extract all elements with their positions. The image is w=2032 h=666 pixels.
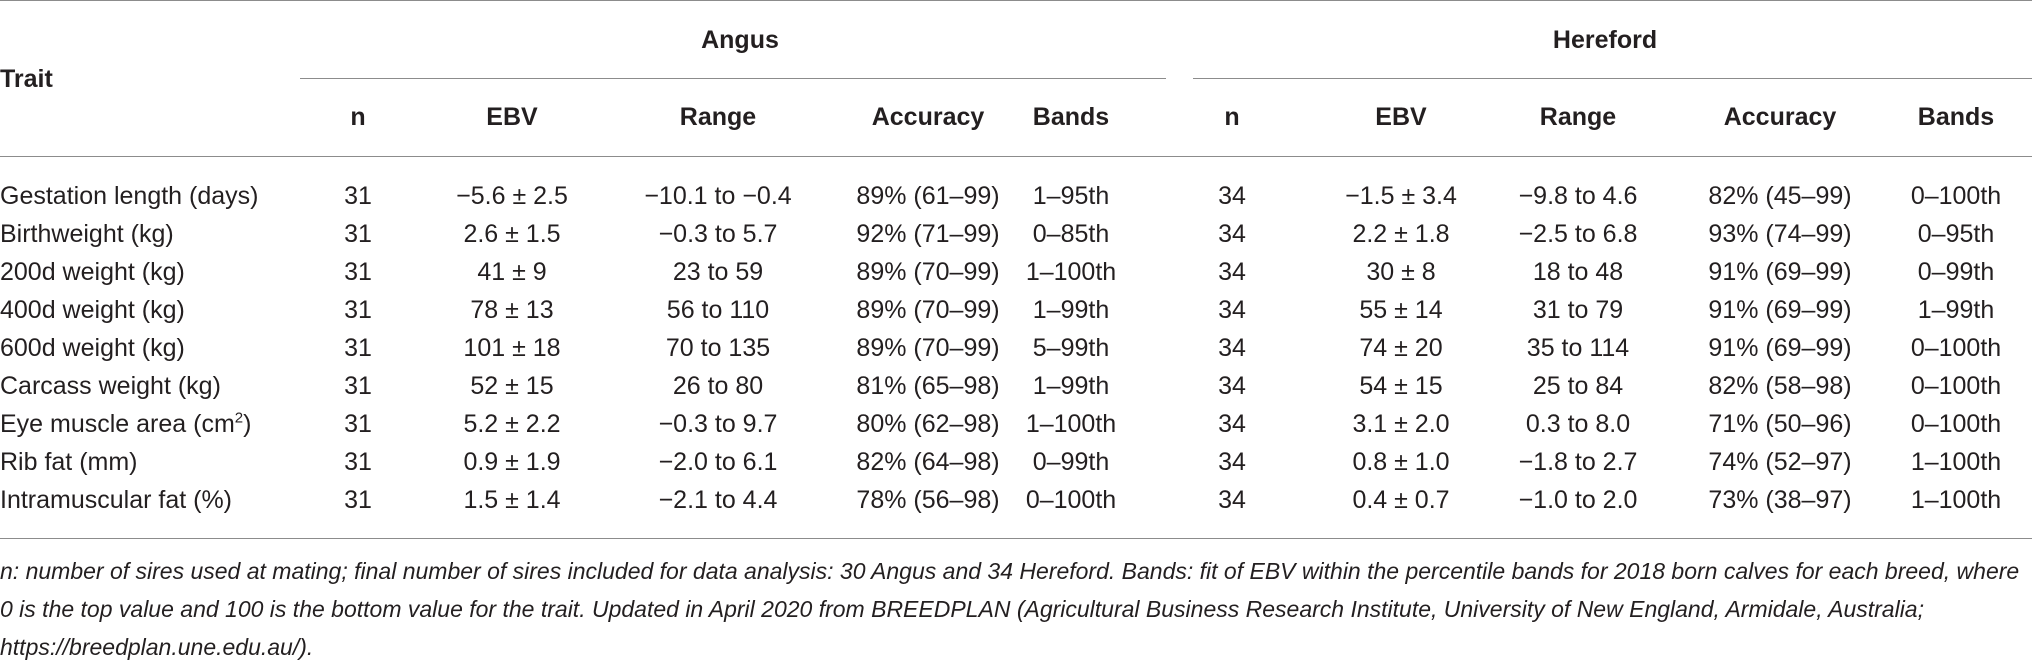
hereford-accuracy-header: Accuracy — [1723, 103, 1837, 131]
hereford-group-header: Hereford — [1552, 26, 1658, 54]
hereford-range-cell: 35 to 114 — [1526, 334, 1630, 362]
hereford-accuracy-cell: 93% (74–99) — [1708, 220, 1852, 248]
hereford-bands-cell: 1–100th — [1910, 448, 2002, 476]
hereford-n-cell: 34 — [1218, 220, 1246, 248]
hereford-n-cell: 34 — [1218, 448, 1246, 476]
angus-accuracy-cell: 89% (61–99) — [856, 182, 1000, 210]
hereford-range-cell: 25 to 84 — [1532, 372, 1624, 400]
angus-n-header: n — [350, 103, 366, 131]
angus-range-cell: −0.3 to 5.7 — [658, 220, 778, 248]
hereford-ebv-cell: 0.8 ± 1.0 — [1352, 448, 1450, 476]
angus-n-cell: 31 — [344, 410, 372, 438]
hereford-ebv-cell: 30 ± 8 — [1366, 258, 1436, 286]
angus-ebv-header: EBV — [486, 103, 538, 131]
hereford-n-cell: 34 — [1218, 372, 1246, 400]
hereford-range-cell: −1.8 to 2.7 — [1518, 448, 1638, 476]
angus-accuracy-cell: 89% (70–99) — [856, 258, 1000, 286]
trait-cell — [0, 181, 258, 211]
hereford-n-cell: 34 — [1218, 296, 1246, 324]
angus-accuracy-cell: 80% (62–98) — [856, 410, 1000, 438]
angus-n-cell: 31 — [344, 220, 372, 248]
hereford-ebv-cell: 54 ± 15 — [1359, 372, 1443, 400]
hereford-range-cell: 31 to 79 — [1532, 296, 1624, 324]
angus-n-cell: 31 — [344, 334, 372, 362]
hereford-bands-header: Bands — [1917, 103, 1995, 131]
angus-bands-cell: 1–99th — [1032, 372, 1110, 400]
angus-range-cell: −2.0 to 6.1 — [658, 448, 778, 476]
angus-bands-cell: 1–100th — [1025, 258, 1117, 286]
hereford-ebv-header: EBV — [1375, 103, 1427, 131]
bottom-rule — [0, 538, 2032, 539]
hereford-ebv-cell: 3.1 ± 2.0 — [1352, 410, 1450, 438]
angus-bands-cell: 5–99th — [1032, 334, 1110, 362]
angus-ebv-cell: 52 ± 15 — [470, 372, 554, 400]
angus-ebv-cell: 78 ± 13 — [470, 296, 554, 324]
hereford-bands-cell: 0–99th — [1917, 258, 1995, 286]
angus-group-rule — [300, 78, 1166, 79]
hereford-accuracy-cell: 74% (52–97) — [1708, 448, 1852, 476]
hereford-ebv-cell: −1.5 ± 3.4 — [1345, 182, 1457, 210]
angus-bands-cell: 0–100th — [1025, 486, 1117, 514]
trait-label: 200d weight (kg) — [0, 258, 185, 286]
trait-label: Gestation length (days) — [0, 182, 259, 210]
trait-cell — [0, 485, 232, 515]
angus-bands-cell: 0–99th — [1032, 448, 1110, 476]
hereford-bands-cell: 1–100th — [1910, 486, 2002, 514]
hereford-bands-cell: 0–95th — [1917, 220, 1995, 248]
trait-label: Rib fat (mm) — [0, 448, 138, 476]
angus-ebv-cell: 1.5 ± 1.4 — [463, 486, 561, 514]
hereford-range-cell: −2.5 to 6.8 — [1518, 220, 1638, 248]
angus-range-cell: 23 to 59 — [672, 258, 764, 286]
trait-cell — [0, 257, 185, 287]
hereford-n-header: n — [1224, 103, 1240, 131]
angus-n-cell: 31 — [344, 258, 372, 286]
hereford-accuracy-cell: 91% (69–99) — [1708, 296, 1852, 324]
angus-n-cell: 31 — [344, 448, 372, 476]
trait-cell — [0, 447, 138, 477]
angus-bands-header: Bands — [1032, 103, 1110, 131]
hereford-accuracy-cell: 91% (69–99) — [1708, 334, 1852, 362]
trait-label: Eye muscle area (cm — [0, 410, 235, 438]
hereford-ebv-cell: 0.4 ± 0.7 — [1352, 486, 1450, 514]
trait-label: Birthweight (kg) — [0, 220, 174, 248]
hereford-range-cell: 0.3 to 8.0 — [1525, 410, 1631, 438]
hereford-bands-cell: 1–99th — [1917, 296, 1995, 324]
angus-ebv-cell: 0.9 ± 1.9 — [463, 448, 561, 476]
hereford-n-cell: 34 — [1218, 258, 1246, 286]
angus-accuracy-cell: 81% (65–98) — [856, 372, 1000, 400]
hereford-range-cell: −9.8 to 4.6 — [1518, 182, 1638, 210]
hereford-ebv-cell: 74 ± 20 — [1359, 334, 1443, 362]
angus-bands-cell: 1–95th — [1032, 182, 1110, 210]
angus-ebv-cell: 5.2 ± 2.2 — [463, 410, 561, 438]
hereford-n-cell: 34 — [1218, 410, 1246, 438]
angus-n-cell: 31 — [344, 486, 372, 514]
hereford-range-header: Range — [1539, 103, 1617, 131]
angus-ebv-cell: −5.6 ± 2.5 — [456, 182, 568, 210]
hereford-ebv-cell: 2.2 ± 1.8 — [1352, 220, 1450, 248]
angus-range-cell: 26 to 80 — [672, 372, 764, 400]
angus-ebv-cell: 101 ± 18 — [463, 334, 561, 362]
angus-group-header: Angus — [701, 26, 779, 54]
angus-range-cell: −2.1 to 4.4 — [658, 486, 778, 514]
hereford-accuracy-cell: 91% (69–99) — [1708, 258, 1852, 286]
hereford-n-cell: 34 — [1218, 486, 1246, 514]
trait-label-tail: ) — [243, 410, 252, 438]
hereford-bands-cell: 0–100th — [1910, 334, 2002, 362]
angus-accuracy-cell: 89% (70–99) — [856, 296, 1000, 324]
angus-range-header: Range — [679, 103, 757, 131]
hereford-accuracy-cell: 73% (38–97) — [1708, 486, 1852, 514]
angus-range-cell: −10.1 to −0.4 — [644, 182, 792, 210]
hereford-bands-cell: 0–100th — [1910, 182, 2002, 210]
angus-ebv-cell: 41 ± 9 — [477, 258, 547, 286]
top-rule — [0, 0, 2032, 1]
trait-cell — [0, 371, 221, 401]
hereford-range-cell: −1.0 to 2.0 — [1518, 486, 1638, 514]
trait-label: 600d weight (kg) — [0, 334, 185, 362]
angus-n-cell: 31 — [344, 182, 372, 210]
trait-cell — [0, 219, 174, 249]
trait-label: Carcass weight (kg) — [0, 372, 221, 400]
trait-cell — [0, 409, 251, 439]
hereford-accuracy-cell: 71% (50–96) — [1708, 410, 1852, 438]
angus-range-cell: 70 to 135 — [665, 334, 771, 362]
header-rule — [0, 156, 2032, 157]
angus-bands-cell: 0–85th — [1032, 220, 1110, 248]
angus-accuracy-cell: 89% (70–99) — [856, 334, 1000, 362]
trait-label: Intramuscular fat (%) — [0, 486, 233, 514]
angus-n-cell: 31 — [344, 296, 372, 324]
trait-label: 400d weight (kg) — [0, 296, 185, 324]
trait-cell — [0, 333, 185, 363]
hereford-group-rule — [1193, 78, 2032, 79]
angus-accuracy-cell: 82% (64–98) — [856, 448, 1000, 476]
trait-superscript: 2 — [234, 409, 244, 427]
angus-accuracy-header: Accuracy — [871, 103, 985, 131]
hereford-ebv-cell: 55 ± 14 — [1359, 296, 1443, 324]
hereford-n-cell: 34 — [1218, 334, 1246, 362]
angus-ebv-cell: 2.6 ± 1.5 — [463, 220, 561, 248]
hereford-bands-cell: 0–100th — [1910, 372, 2002, 400]
table-footnote: n: number of sires used at mating; final number of sires included for data analysis: 30 Angus and 34 Hereford. Bands: fit of EBV within the percentile bands for 2018 born calves for each breed, where 0 is the top value and 100 is the bottom value for the trait. Updated in April 2020 from BREEDPLAN (Agricultural Business Research Institute, University of New England, Armidale, Australia; https://breedplan.une.edu.au/). — [0, 558, 2020, 660]
angus-bands-cell: 1–100th — [1025, 410, 1117, 438]
angus-bands-cell: 1–99th — [1032, 296, 1110, 324]
angus-range-cell: 56 to 110 — [666, 296, 770, 324]
hereford-range-cell: 18 to 48 — [1532, 258, 1624, 286]
angus-n-cell: 31 — [344, 372, 372, 400]
hereford-n-cell: 34 — [1218, 182, 1246, 210]
angus-accuracy-cell: 92% (71–99) — [856, 220, 1000, 248]
trait-column-header: Trait — [0, 65, 53, 93]
angus-range-cell: −0.3 to 9.7 — [658, 410, 778, 438]
hereford-bands-cell: 0–100th — [1910, 410, 2002, 438]
hereford-accuracy-cell: 82% (58–98) — [1708, 372, 1852, 400]
hereford-accuracy-cell: 82% (45–99) — [1708, 182, 1852, 210]
trait-cell — [0, 295, 185, 325]
angus-accuracy-cell: 78% (56–98) — [856, 486, 1000, 514]
